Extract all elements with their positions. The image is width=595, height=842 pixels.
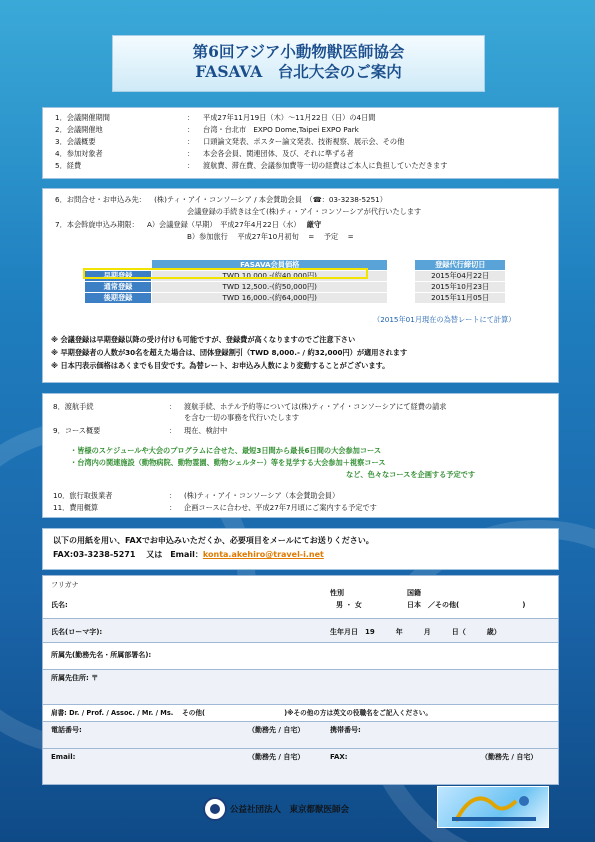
rate-note: （2015年01月現在の為替レートにて計算） [373, 315, 516, 324]
travel-value: を含む一切の事務を代行いたします [184, 413, 300, 422]
course-note: ・皆様のスケジュールや大会のプログラムに合せた、最短3日間から最長6日間の大会参加コース [70, 446, 382, 455]
fee-deadline: 2015年04月22日 [415, 271, 506, 282]
phone-type: （勤務先 / 自宅） [248, 726, 305, 734]
romaji-name-field[interactable]: 氏名(ローマ字): [51, 628, 103, 636]
email-type: （勤務先 / 自宅） [248, 753, 305, 761]
name-field[interactable]: 氏名: [51, 601, 68, 609]
overview-label: 4．参加対象者 [55, 149, 103, 158]
travel-panel [42, 393, 559, 518]
course-value: 現在、検討中 [184, 426, 228, 435]
deadline-strict: 厳守 [306, 220, 322, 229]
travel-value: 渡航手続、ホテル予約等については(株)ティ・アイ・コンソーシアにて経費の請求 [184, 402, 447, 411]
application-form [42, 575, 559, 785]
agency-label: 10．旅行取扱業者 [53, 491, 113, 500]
colon: ： [187, 137, 195, 146]
affiliation-field[interactable]: 所属先(勤務先名・所属部署名): [51, 651, 152, 659]
note-item: ※ 会議登録は早期登録以降の受け付けも可能ですが、登録費が高くなりますのでご注意下さい [51, 335, 356, 344]
colon: ： [187, 125, 195, 134]
overview-value: 口頭論文発表、ポスター論文発表、技術視察、展示会、その他 [203, 137, 405, 146]
name-band [43, 576, 558, 618]
colon: ： [187, 149, 195, 158]
fee-table [84, 259, 506, 304]
deadline-conference: A）会議登録（早期） 平成27年4月22日（水） [146, 220, 301, 229]
fee-price: TWD 10,000.-(約40,000円) [152, 271, 388, 282]
early-registration-highlight [83, 268, 368, 279]
course-note: ・台湾内の関連施設（動物病院、動物霊園、動物シェルター）等を見学する大会参加＋視察コース [70, 458, 386, 467]
colon: ： [169, 503, 177, 512]
fax-instruction-text: 以下の用紙を用い、FAXでお申込みいただくか、必要項目をメールにてお送りください。 [53, 536, 374, 545]
phone-field[interactable]: 電話番号: [51, 726, 82, 734]
gender-label: 性別 [330, 589, 344, 597]
overview-label: 3．会議概要 [55, 137, 96, 146]
column-header-deadline: 登録代行締切日 [415, 260, 506, 271]
page-title: 第6回アジア小動物獣医師協会 [192, 42, 405, 61]
fee-category: 後期登録 [85, 293, 152, 304]
logo-graphic [438, 787, 548, 827]
fax-field[interactable]: FAX: [330, 753, 348, 761]
fee-deadline: 2015年11月05日 [415, 293, 506, 304]
header-gap [388, 260, 415, 271]
overview-value: 平成27年11月19日（木）～11月22日（日）の4日間 [203, 113, 376, 122]
deadline-label: 7．本会斡旋申込み期限： [55, 220, 139, 229]
colon: ： [169, 491, 177, 500]
note-item: ※ 早期登録者の人数が30名を超えた場合は、団体登録割引（TWD 8,000.- / 約32,000円）が適用されます [51, 348, 408, 357]
email-link[interactable]: konta.akehiro@travel-i.net [202, 550, 324, 559]
email-field[interactable]: Email: [51, 753, 76, 761]
nationality-options[interactable]: 日本 ／その他( ) [407, 601, 526, 609]
fasava-taiwan-logo-icon [437, 786, 549, 828]
overview-label: 2．会議開催地 [55, 125, 103, 134]
deadline-tour: B）参加旅行 平成27年10月初旬 = 予定 = [187, 232, 354, 241]
row-gap [388, 282, 415, 293]
gender-options[interactable]: 男 ・ 女 [336, 601, 362, 609]
birthday-field[interactable]: 生年月日 19 年 月 日（ 歳） [330, 628, 501, 636]
furigana-label: フリガナ [51, 581, 79, 589]
address-field[interactable]: 所属先住所: 〒 [51, 674, 99, 682]
contact-note: 会議登録の手続きは全て(株)ティ・アイ・コンソーシアが代行いたします [187, 207, 422, 216]
colon: ： [169, 426, 177, 435]
colon: ： [187, 113, 195, 122]
fee-price: TWD 12,500.-(約50,000円) [152, 282, 388, 293]
fax-instructions [42, 528, 559, 570]
row-gap [388, 293, 415, 304]
colon: ： [169, 402, 177, 411]
cost-label: 11．費用概算 [53, 503, 99, 512]
title-banner [112, 35, 485, 92]
overview-value: 本会各会員、関連団体、及び、それに準ずる者 [203, 149, 354, 158]
overview-label: 5．経費 [55, 161, 82, 170]
association-seal-icon [203, 797, 227, 821]
cost-value: 企画コースに合わせ、平成27年7月頃にご案内する予定です [184, 503, 377, 512]
course-label: 9．コース概要 [53, 426, 101, 435]
deadline-row [55, 220, 321, 229]
contact-label: 6．お問合せ・お申込み先： [55, 195, 146, 204]
agency-value: (株)ティ・アイ・コンソーシア（本会賛助会員） [184, 491, 340, 500]
title-field[interactable]: 肩書: Dr. / Prof. / Assoc. / Mr. / Ms. その他( )※その他の方は英文の役職名をご記入ください。 [51, 709, 432, 717]
note-item: ※ 日本円表示価格はあくまでも目安です。為替レート、お申込み人数により変動することがございます。 [51, 361, 390, 370]
organization-name: 公益社団法人 東京都獣医師会 [230, 805, 350, 815]
table-row [85, 293, 506, 304]
table-row [85, 282, 506, 293]
row-gap [388, 271, 415, 282]
overview-panel [42, 107, 559, 179]
course-note: など、色々なコースを企画する予定です [346, 470, 476, 479]
overview-value: 渡航費、滞在費、会議参加費等一切の経費はご本人に負担していただきます [203, 161, 448, 170]
fax-type: （勤務先 / 自宅） [481, 753, 538, 761]
fee-price: TWD 16,000.-(約64,000円) [152, 293, 388, 304]
fee-deadline: 2015年10月23日 [415, 282, 506, 293]
travel-label: 8．渡航手続 [53, 402, 94, 411]
overview-value: 台湾・台北市 EXPO Dome,Taipei EXPO Park [203, 125, 359, 134]
page-subtitle: FASAVA 台北大会のご案内 [195, 62, 402, 81]
fee-category: 通常登録 [85, 282, 152, 293]
contact-value: (株)ティ・アイ・コンソーシア / 本会賛助会員 （☎：03-3238-5251） [154, 195, 387, 204]
column-header-price: FASAVA会員価格 [152, 260, 388, 271]
colon: ： [187, 161, 195, 170]
overview-label: 1．会議開催期間 [55, 113, 110, 122]
fax-number: FAX:03-3238-5271 又は Email： [53, 550, 203, 559]
mobile-field[interactable]: 携帯番号: [330, 726, 361, 734]
contact-row [55, 195, 387, 204]
nationality-label: 国籍 [407, 589, 421, 597]
fax-contact-line [53, 550, 324, 559]
fee-category: 早期登録 [85, 271, 152, 282]
